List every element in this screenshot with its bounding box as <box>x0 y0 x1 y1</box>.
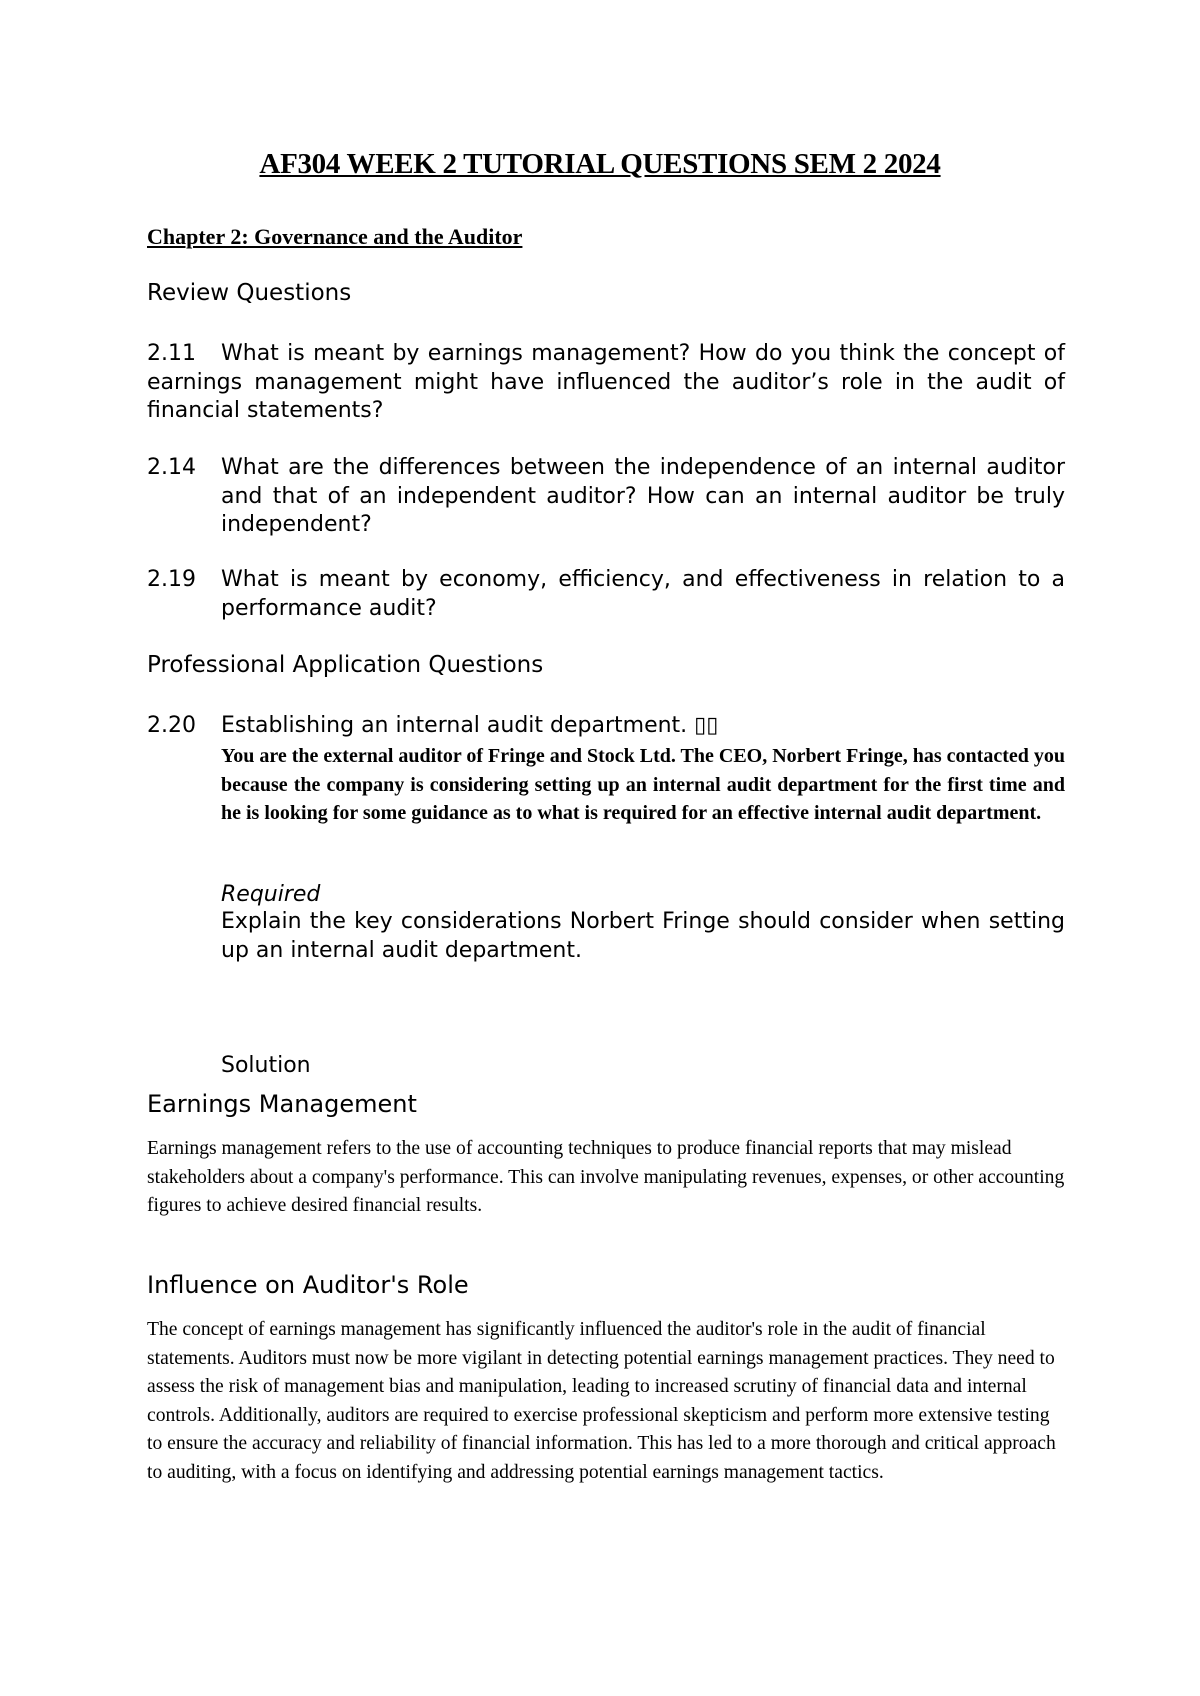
case-description: You are the external auditor of Fringe and Stock Ltd. The CEO, Norbert Fringe, has contacted you because the company is considering setting up an internal audit department for the first time and he is looking for some guidance as to what is required for an effective internal audit department. <box>221 745 1065 824</box>
chapter-heading: Chapter 2: Governance and the Auditor <box>147 224 523 249</box>
section-heading-auditor-role: Influence on Auditor's Role <box>147 1271 469 1299</box>
question-number: 2.20 <box>147 713 196 738</box>
required-label: Required <box>221 882 321 907</box>
required-text: Explain the key considerations Norbert Fringe should consider when setting up an internal audit department. <box>221 909 1065 963</box>
question-text: What is meant by economy, efficiency, and effectiveness in relation to a performance audit? <box>221 567 1065 621</box>
question-number: 2.14 <box>147 455 196 480</box>
question-text: What are the differences between the independence of an internal auditor and that of an independent auditor? How can an internal auditor be truly independent? <box>221 455 1065 537</box>
question-number: 2.19 <box>147 567 196 592</box>
question-number: 2.11 <box>147 341 196 366</box>
professional-application-heading: Professional Application Questions <box>147 652 544 678</box>
section-body-earnings-management: Earnings management refers to the use of accounting techniques to produce financial reports that may mislead stakeholders about a company's performance. This can involve manipulating revenues, expenses, or other accounting figures to achieve desired financial results. <box>147 1138 1065 1216</box>
section-heading-earnings-management: Earnings Management <box>147 1090 417 1118</box>
question-2-11 <box>147 340 1065 426</box>
question-text: What is meant by earnings management? How do you think the concept of earnings management might have influenced the auditor’s role in the audit of financial statements? <box>147 341 1065 423</box>
document-title: AF304 WEEK 2 TUTORIAL QUESTIONS SEM 2 2024 <box>259 148 941 180</box>
section-body-auditor-role: The concept of earnings management has significantly influenced the auditor's role in the audit of financial statements. Auditors must now be more vigilant in detecting potential earnings management practices. They need to assess the risk of management bias and manipulation, leading to increased scrutiny of financial data and internal controls. Additionally, auditors are required to exercise professional skepticism and perform more extensive testing to ensure the accuracy and reliability of financial information. This has led to a more thorough and critical approach to auditing, with a focus on identifying and addressing potential earnings management tactics. <box>147 1319 1056 1483</box>
question-title: Establishing an internal audit department. ▯▯ <box>221 713 719 738</box>
review-questions-heading: Review Questions <box>147 280 352 306</box>
solution-label: Solution <box>221 1053 311 1078</box>
